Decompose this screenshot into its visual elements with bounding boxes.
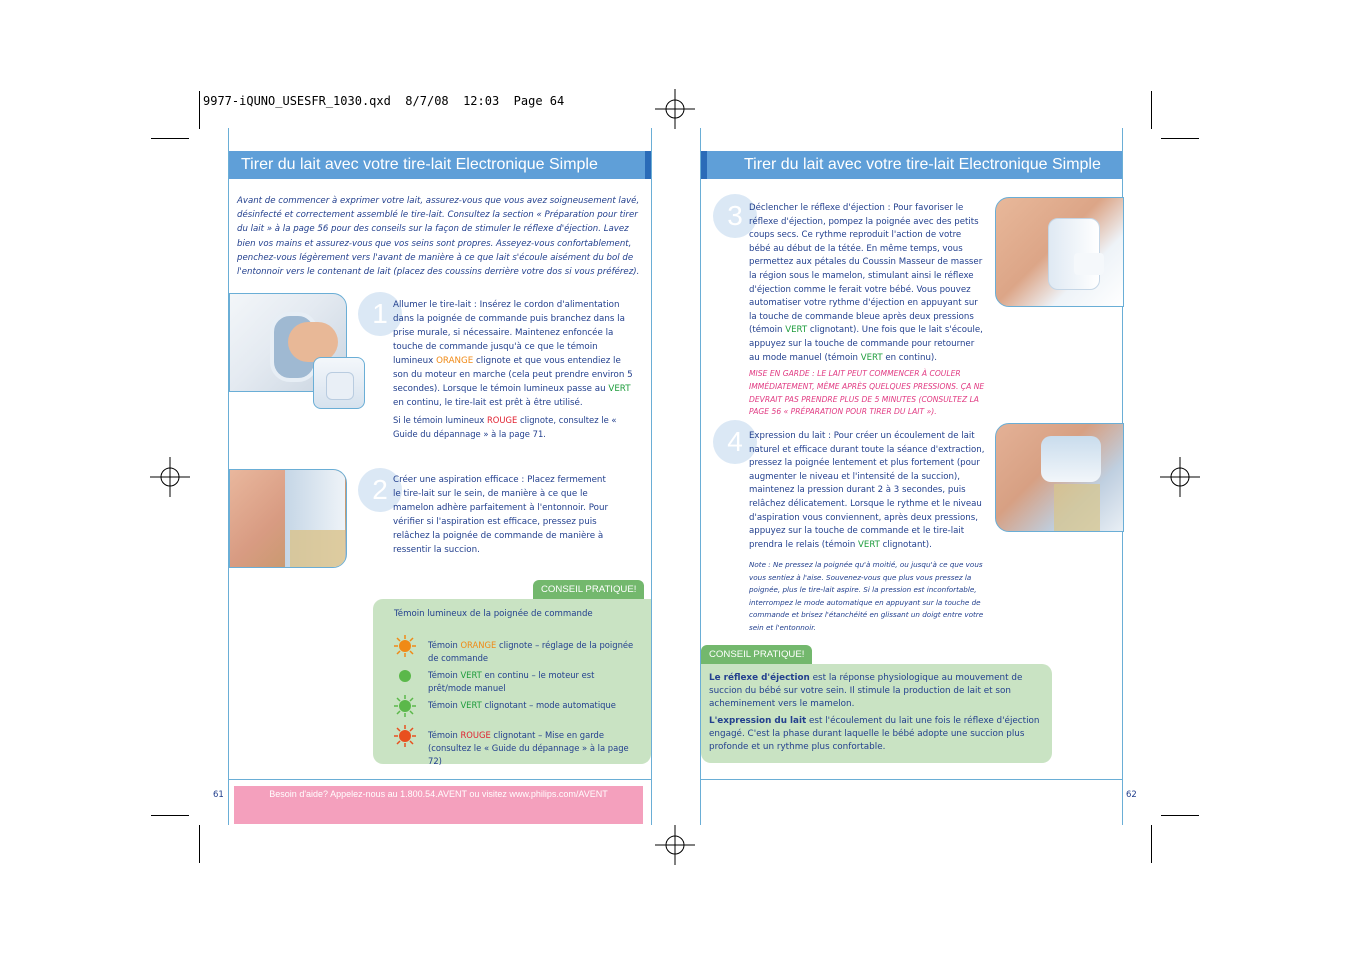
intro-paragraph: Avant de commencer à exprimer votre lait, assurez-vous que vous avez soigneusement lavé, désinfecté et correctement assemblé le tire-lait. Consultez la section « Préparation pour tirer du lait » à la page 56 pour des conseils sur la façon de stimuler le réflexe d'éjection. Lavez bien vos mains et assurez-vous que vos seins sont propres. Asseyez-vous confortablement, penchez-vous légèrement vers l'avant de manière à ce que lait s'écoule aisément du bol de l'entonnoir vers le contenant de lait (placez des coussins derrière votre dos si vous préférez). [237,196,640,278]
title-accent [701,151,707,179]
step-3-text: Déclencher le réflexe d'éjection : Pour favoriser le réflexe d'éjection, pompez la poignée avec des petits coups secs. Ce rythme reproduit l'action de votre bébé au début de la tétée. En même temps, vous permettez aux pétales du Coussin Masseur de masser la région sous le mamelon, stimulant ainsi le réflexe d'éjection comme le ferait votre bébé. Vous pouvez automatiser votre rythme d'éjection en appuyant sur la touche de commande bleue après deux pressions (témoin VERT clignotant). Une fois que le lait s'écoule, appuyez sur la touche de commande pour retourner au mode manuel (témoin VERT en continu). [749,203,983,363]
page-guide [228,779,651,780]
steady-green-light-icon [394,665,416,687]
title-accent [645,151,651,179]
pump-expressing-photo [995,423,1124,532]
crop-mark [1151,91,1152,129]
flashing-orange-light-icon [394,635,416,657]
crop-mark [151,815,189,816]
tip-tab: CONSEIL PRATIQUE! [533,580,644,599]
page-guide [700,779,1122,780]
warning-text: MISE EN GARDE : LE LAIT PEUT COMMENCER À COULER IMMÉDIATEMENT, MÊME APRÈS QUELQUES PRESSIONS. ÇA NE DEVRAIT PAS PRENDRE PLUS DE 5 MINUTES (CONSULTEZ LA PAGE 56 « PRÉPARATION POUR TIRER DU LAIT »). [749,369,985,417]
page-number: 62 [1126,790,1137,800]
crop-mark [151,138,189,139]
crop-mark [199,825,200,863]
step-number: 4 [713,420,757,464]
indicator-red-flashing: Témoin ROUGE clignotant – Mise en garde (consultez le « Guide du dépannage » à la page 72) [428,730,629,766]
step-4-text: Expression du lait : Pour créer un écoulement de lait naturel et efficace durant toute la séance d'extraction, pressez la poignée lentement et plus fortement (pour augmenter le niveau et l'intensité de la succion), maintenez la pression durant 2 à 3 secondes, puis relâchez délicatement. Lorsque le rythme et le niveau d'aspiration vous conviennent, après deux pressions, appuyez sur la touche de commande et le tire-lait prendra le relais (témoin VERT clignotant). [749,431,985,550]
step-2-text: Créer une aspiration efficace : Placez fermement le tire-lait sur le sein, de manière à ce que le mamelon adhère parfaitement à l'entonnoir. Pour vérifier si l'aspiration est efficace, pressez puis relâchez la poignée de commande de manière à ressentir la succion. [393,475,609,555]
crop-mark [199,91,200,129]
page-title-text: Tirer du lait avec votre tire-lait Electronique Simple [744,156,1101,173]
registration-mark-icon [655,825,695,865]
page-guide [651,128,652,825]
tip-heading: Témoin lumineux de la poignée de commande [394,609,593,619]
flashing-red-light-icon [394,725,416,747]
crop-mark [1161,138,1199,139]
page-title-text: Tirer du lait avec votre tire-lait Electronique Simple [241,156,598,173]
registration-mark-icon [150,457,190,497]
step-1-text: Allumer le tire-lait : Insérez le cordon d'alimentation dans la poignée de commande puis branchez dans la prise murale, si nécessaire. Maintenez enfoncée la touche de commande jusqu'à ce que le témoin lumineux ORANGE clignote et que vous entendiez le son du moteur en marche (cela peut prendre environ 5 secondes). Lorsque le témoin lumineux passe au VERT en continu, le tire-lait est prêt à être utilisé. Si le témoin lumineux ROUGE clignote, consultez le « Guide du dépannage » à la page 71. [393,300,633,439]
page-title [701,151,1122,179]
pump-handle-photo [313,357,365,409]
step-number: 2 [358,468,402,512]
note-text: Note : Ne pressez la poignée qu'à moitié, ou jusqu'à ce que vous vous sentiez à l'aise. Souvenez-vous que plus vous pressez la poignée, plus le tire-lait aspire. Si la pression est inconfortable, interrompez le mode automatique en appuyant sur la touche de commande et brisez l'étanchéité en glissant un doigt entre votre sein et l'entonnoir. [749,560,984,632]
page-number: 61 [213,790,224,800]
print-slug: 9977-iQUNO_USESFR_1030.qxd 8/7/08 12:03 Page 64 [203,94,565,108]
pump-in-use-photo [995,197,1124,307]
step-number: 1 [358,292,402,336]
pump-on-breast-photo [229,469,347,568]
help-footer: Besoin d'aide? Appelez-nous au 1.800.54.AVENT ou visitez www.philips.com/AVENT [234,786,643,824]
indicator-orange-flashing: Témoin ORANGE clignote – réglage de la poignée de commande [428,640,634,663]
step-number: 3 [713,194,757,238]
flashing-green-light-icon [394,695,416,717]
crop-mark [1161,815,1199,816]
indicator-green-flashing: Témoin VERT clignotant – mode automatique [428,700,616,710]
registration-mark-icon [655,89,695,129]
tip-tab: CONSEIL PRATIQUE! [701,645,812,664]
page-title [229,151,651,179]
indicator-green-steady: Témoin VERT en continu – le moteur est prêt/mode manuel [428,670,595,693]
tip-text: Le réflexe d'éjection est la réponse physiologique au mouvement de succion du bébé sur votre sein. Il stimule la production de lait et son acheminement vers le mamelon. L'expression du lait est l'écoulement du lait une fois le réflexe d'éjection engagé. C'est la phase durant laquelle le bébé adopte une succion plus profonde et un rythme plus confortable. [709,673,1040,753]
registration-mark-icon [1160,457,1200,497]
crop-mark [1151,825,1152,863]
